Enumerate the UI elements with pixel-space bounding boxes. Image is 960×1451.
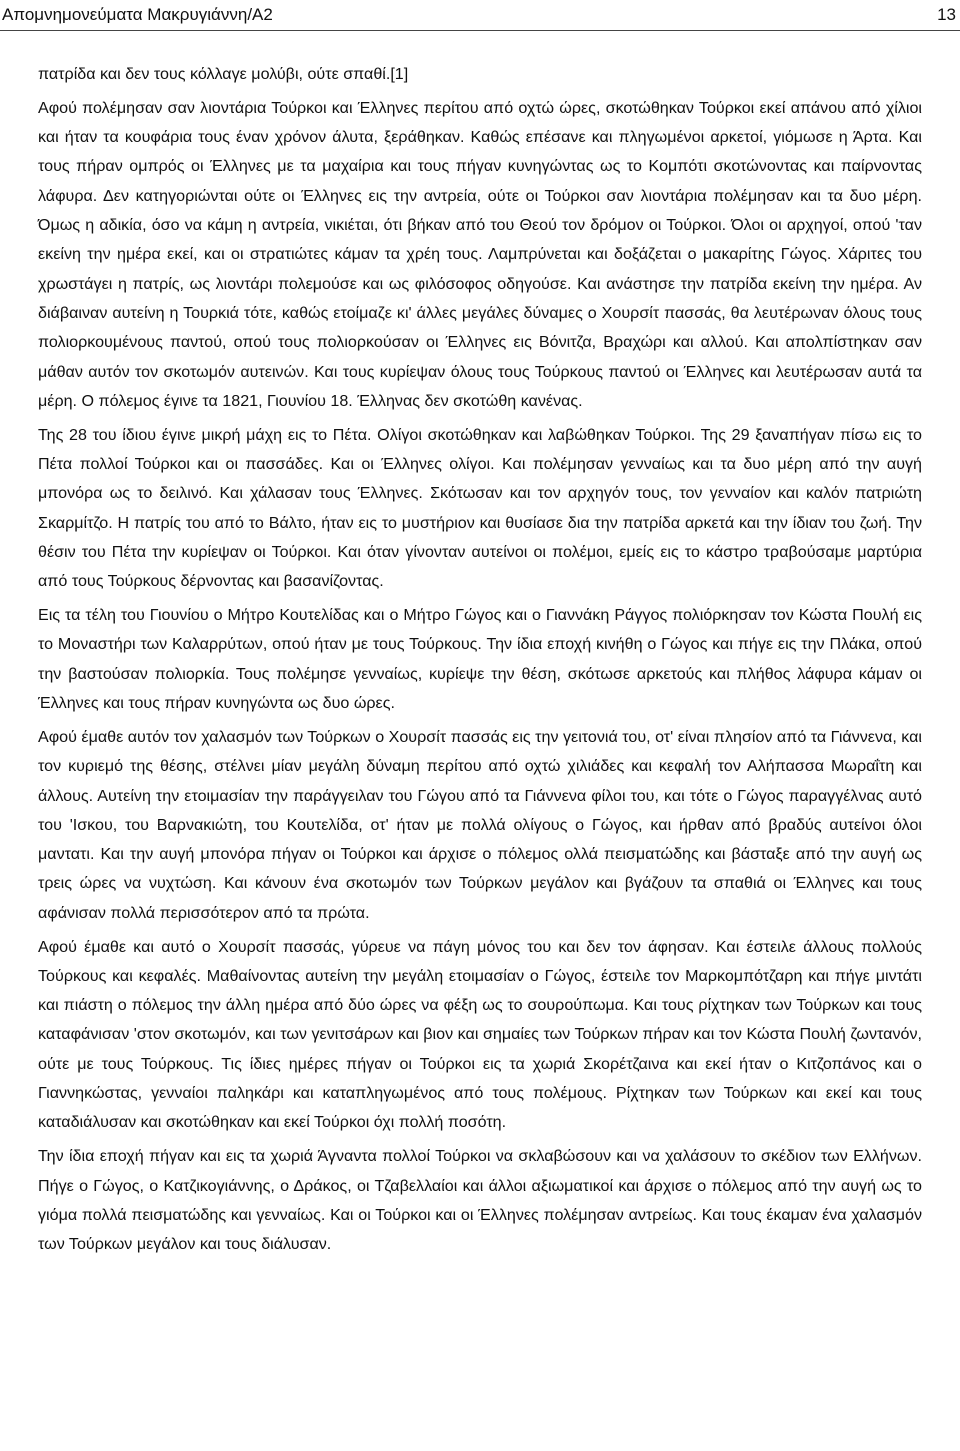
book-title: Απομνημονεύματα Μακρυγιάννη/Α2 (2, 5, 273, 24)
paragraph: Αφού πολέμησαν σαν λιοντάρια Τούρκοι και Έλληνες περίτου από οχτώ ώρες, σκοτώθηκαν Τούρκοι εκεί απάνου από χίλιοι και ήταν τα κουφάρια τους έναν χρόνον άλυτα, ξεράθηκαν. Καθώς επέσανε και πληγωμένοι αρκετοί, γιόμωσε η Άρτα. Και τους πήραν ομπρός οι Έλληνες με τα μαχαίρια και τους πήγαν κυνηγώντας ως το Κομπότι σκοτώνοντας και παίρνοντας λάφυρα. Δεν κατηγοριώνται ούτε οι Έλληνες εις την αντρεία, ούτε οι Τούρκοι σαν λιοντάρια πολέμησαν και τα δυο μέρη. Όμως η αδικία, όσο να κάμη η αντρεία, νικιέται, ότι βήκαν από του Θεού τον δρόμον οι Τούρκοι. Όλοι οι αρχηγοί, οπού 'ταν εκείνη την ημέρα εκεί, και οι στρατιώτες κάμαν τα χρέη τους. Λαμπρύνεται και δοξάζεται ο μακαρίτης Γώγος. Χάριτες του χρωστάγει η πατρίς, ως λιοντάρι πολεμούσε και ως φιλόσοφος οδηγούσε. Και ανάστησε την πατρίδα εκείνη την ημέρα. Αν διάβαιναν αυτείνη η Τουρκιά τότε, καθώς ετοίμαζε κι' άλλες μεγάλες δύναμες ο Χουρσίτ πασσάς, θα λευτέρωναν όλους τους πολιορκουμένους παντού, οπού τους πολιορκούσαν οι Έλληνες εις Βόνιτζα, Βραχώρι και αλλού. Και απολπίστηκαν σαν μάθαν αυτόν τον σκοτωμόν αυτεινών. Και τους κυρίεψαν όλους τους Τούρκους παντού οι Έλληνες και λευτέρωσαν αυτά τα μέρη. Ο πόλεμος έγινε τα 1821, Γιουνίου 18. Έλληνας δεν σκοτώθη κανένας. (38, 98, 922, 410)
paragraph: Αφού έμαθε και αυτό ο Χουρσίτ πασσάς, γύρευε να πάγη μόνος του και δεν τον άφησαν. Και έστειλε άλλους πολλούς Τούρκους και κεφαλές. Μαθαίνοντας αυτείνη την μεγάλη ετοιμασίαν ο Γώγος, έστειλε τον Μαρκομπότζαρη και πήγε μιντάτι και πιάστη ο πόλεμος την άλλη ημέρα από δύο ώρες να φέξη ως το σουρούπωμα. Και τους ρίχτηκαν των Τούρκων και τους καταφάνισαν 'στον σκοτωμόν, και των γενιτσάρων και βιον και σημαίες των Τούρκων πήραν και τον Κώστα Πουλή ζωντανόν, ούτε με τους Τούρκους. Τις ίδιες ημέρες πήγαν οι Τούρκοι εις τα χωριά Σκορέτζαινα και εκεί ήταν ο Κιτζοπάνος και ο Γιαννηκώστας, γενναίοι παληκάρι και καταπληγωμένος από τους πολέμους. Ρίχτηκαν των Τούρκων και εκεί και τους καταδιάλυσαν και σκοτώθηκαν και εκεί Τούρκοι όχι πολλή ποσότη. (38, 937, 922, 1132)
paragraph: πατρίδα και δεν τους κόλλαγε μολύβι, ούτε σπαθί.[1] (38, 65, 409, 83)
page-body (38, 60, 922, 1264)
page-header (0, 2, 960, 31)
paragraph: Αφού έμαθε αυτόν τον χαλασμόν των Τούρκων ο Χουρσίτ πασσάς εις την γειτονιά του, οτ' είναι πλησίον από τα Γιάννενα, και τον κυριεμό της θέσης, στέλνει μίαν μεγάλη δύναμη περίτου από οχτώ χιλιάδες και κεφαλή τον Αλήπασσα Μωραΐτη και άλλους. Αυτείνη την ετοιμασίαν την παράγγειλαν του Γώγου από τα Γιάννενα φίλοι του, και τότε ο Γώγος παραγγέλνας αυτό του 'Ισκου, του Βαρνακιώτη, του Κουτελίδα, οτ' ήταν με πολλά ολίγους ο Γώγος, και ήρθαν από βραδύς αυτείνοι όλοι μαντατι. Και την αυγή μπονόρα πήγαν οι Τούρκοι και άρχισε ο πόλεμος ολλά πεισματώδης και βάσταξε από την αυγή ως τρεις ώρες να νυχτώση. Και κάνουν ένα σκοτωμόν των Τούρκων μεγάλον και βγάζουν τα σπαθιά οι Έλληνες και τους αφάνισαν πολλά περισσότερον από τα πρώτα. (38, 727, 923, 922)
page-number: 13 (937, 5, 956, 24)
paragraph: Την ίδια εποχή πήγαν και εις τα χωριά Άγναντα πολλοί Τούρκοι να σκλαβώσουν και να χαλάσουν το σκέδιον των Ελλήνων. Πήγε ο Γώγος, ο Κατζικογιάννης, ο Δράκος, οι Τζαβελλαίοι και άλλοι αξιωματικοί και άρχισε ο πόλεμος από την αυγή ως το γιόμα πολλά πεισματώδης και γενναίως. Και οι Τούρκοι και οι Έλληνες πολέμησαν αντρείως. Και τους έκαμαν ένα χαλασμόν των Τούρκων μεγάλον και τους διάλυσαν. (38, 1147, 922, 1254)
paragraph: Εις τα τέλη του Γιουνίου ο Μήτρο Κουτελίδας και ο Μήτρο Γώγος και ο Γιαννάκη Ράγγος πολιόρκησαν τον Κώστα Πουλή εις το Μοναστήρι των Καλαρρύτων, οπού ήταν με τους Τούρκους. Την ίδια εποχή κινήθη ο Γώγος και πήγε εις την Πλάκα, οπού την βαστούσαν πολιορκία. Τους πολέμησε γενναίως, κυρίεψε την θέση, σκότωσε αρκετούς και πλήθος λάφυρα κάμαν οι Έλληνες και τους πήραν κυνηγώντα ως δυο ώρες. (38, 606, 922, 713)
paragraph: Της 28 του ίδιου έγινε μικρή μάχη εις το Πέτα. Ολίγοι σκοτώθηκαν και λαβώθηκαν Τούρκοι. Της 29 ξαναπήγαν πίσω εις το Πέτα πολλοί Τούρκοι και οι πασσάδες. Και οι Έλληνες ολίγοι. Και πολέμησαν γενναίως και τα δυο μέρη από την αυγή μπονόρα ως το δειλινό. Και χάλασαν τους Έλληνες. Σκότωσαν και τον αρχηγόν τους, τον γενναίον και καλόν πατριώτη Σκαρμίτζο. Η πατρίς του από το Βάλτο, ήταν εις το μυστήριον και θυσίασε δια την πατρίδα αρκετά και την ίδιαν του ζωή. Την θέσιν του Πέτα την κυρίεψαν οι Τούρκοι. Και όταν γίνονταν αυτείνοι οι πολέμοι, εμείς εις το κάστρο τραβούσαμε μαρτύρια από τους Τούρκους δέρνοντας και βασανίζοντας. (38, 425, 922, 591)
